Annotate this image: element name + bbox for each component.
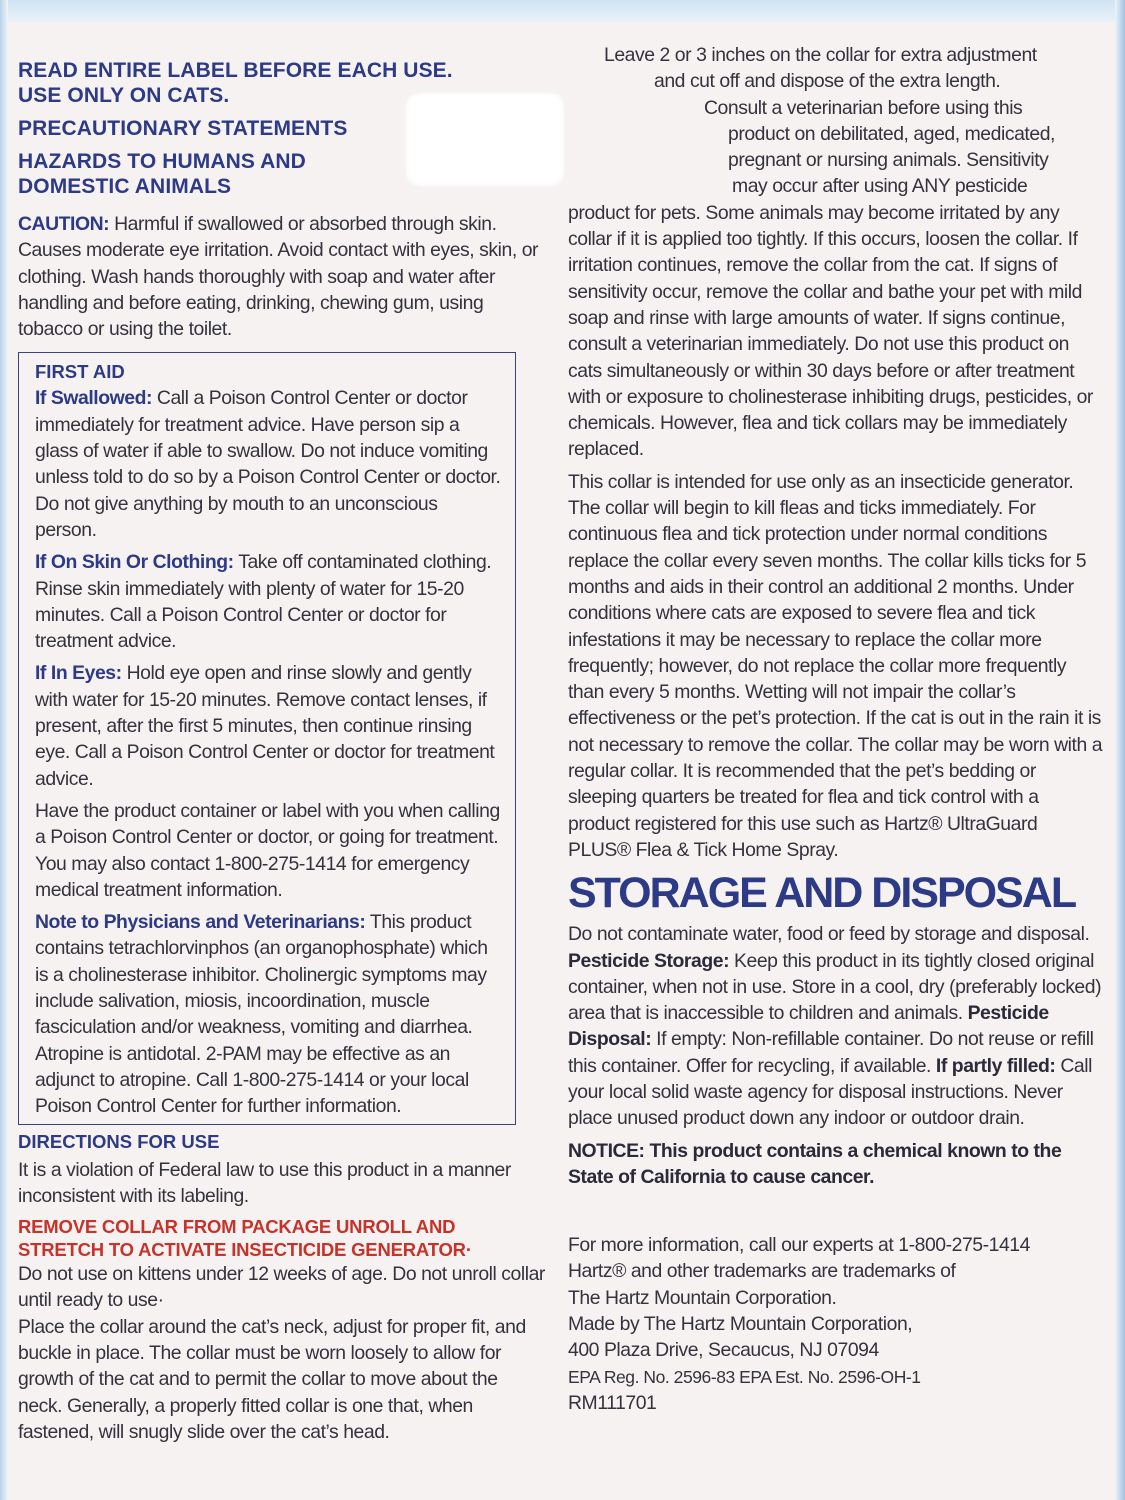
epa-line: EPA Reg. No. 2596-83 EPA Est. No. 2596-OH-1	[568, 1366, 921, 1387]
caution-text: Harmful if swallowed or absorbed through skin. Causes moderate eye irritation. Avoid contact with eyes, skin, or clothing. Wash hands thoroughly with soap and water after handling and before eating, drinking, chewing gum, using tobacco or using the toilet.	[18, 213, 539, 341]
rm-code: RM111701	[568, 1391, 657, 1414]
top-line: pregnant or nursing animals. Sensitivity	[728, 149, 1049, 172]
precautionary-header	[18, 58, 546, 199]
storage-intro: Do not contaminate water, food or feed by storage and disposal.	[568, 923, 1090, 946]
top-line: Consult a veterinarian before using this	[704, 96, 1023, 119]
right-column	[568, 42, 1103, 1416]
pesticide-storage-label: Pesticide Storage:	[568, 949, 730, 972]
partly-filled-text: Call your local solid waste agency for disposal instructions. Never place unused product down any indoor or outdoor drain.	[568, 1054, 1092, 1130]
top-line: may occur after using ANY pesticide	[732, 175, 1028, 198]
activate-notice: REMOVE COLLAR FROM PACKAGE UNROLL AND STRETCH TO ACTIVATE INSECTICIDE GENERATOR·	[18, 1216, 472, 1261]
placement-paragraph: Place the collar around the cat’s neck, adjust for proper fit, and buckle in place. The collar must be worn loosely to allow for growth of the cat and to permit the collar to move about the neck. Generally, a properly fitted collar is one that, when fastened, will snugly slide over the cat’s head.	[18, 1315, 526, 1443]
info-line: Made by The Hartz Mountain Corporation,	[568, 1313, 913, 1336]
info-line: 400 Plaza Drive, Secaucus, NJ 07094	[568, 1339, 879, 1362]
storage-disposal-title: STORAGE AND DISPOSAL	[568, 869, 1076, 918]
if-on-skin-paragraph	[35, 549, 503, 654]
pesticide-storage-text: Keep this product in its tightly closed original container, when not in use. Store in a cool, dry (preferably locked) area that is inaccessible to children and animals.	[568, 949, 1102, 1025]
pesticide-disposal-label: Pesticide Disposal:	[568, 1002, 1049, 1051]
physicians-paragraph	[35, 909, 503, 1119]
if-swallowed-paragraph	[35, 385, 503, 543]
header-line: HAZARDS TO HUMANS AND	[18, 150, 306, 173]
if-in-eyes-label: If In Eyes:	[35, 662, 122, 685]
header-line: USE ONLY ON CATS.	[18, 84, 230, 107]
storage-paragraph	[568, 921, 1103, 1131]
federal-law-paragraph: It is a violation of Federal law to use this product in a manner inconsistent with its labeling.	[18, 1158, 511, 1207]
sensitivity-paragraph: product for pets. Some animals may become irritated by any collar if it is applied too tightly. If this occurs, loosen the collar. If irritation continues, remove the collar from the cat. If signs of sensitivity occur, remove the collar and bathe your pet with mild soap and rinse with large amounts of water. If signs continue, consult a veterinarian immediately. Do not use this product on cats simultaneously or within 30 days before or after treatment with or exposure to cholinesterase inhibiting drugs, pesticides, or chemicals. However, flea and tick collars may be immediately replaced.	[568, 201, 1093, 461]
first-aid-box	[18, 352, 516, 1124]
if-on-skin-label: If On Skin Or Clothing:	[35, 551, 234, 574]
california-notice: NOTICE: This product contains a chemical known to the State of California to cause cancer.	[568, 1139, 1062, 1188]
if-on-skin-text: Take off contaminated clothing. Rinse skin immediately with plenty of water for 15-20 minutes. Call a Poison Control Center or doctor for treatment advice.	[35, 551, 492, 653]
physicians-text: This product contains tetrachlorvinphos (an organophosphate) which is a cholinesterase inhibitor. Cholinergic symptoms may include salivation, miosis, incoordination, muscle fasciculation and/or weakness, vomiting and diarrhea. Atropine is antidotal. 2-PAM may be effective as an adjunct to atropine. Call 1-800-275-1414 or your local Poison Control Center for further information.	[35, 911, 488, 1118]
package-right-edge	[1115, 0, 1125, 1500]
pesticide-disposal-text: If empty: Non-refillable container. Do not reuse or refill this container. Offer for recycling, if available.	[568, 1028, 1094, 1077]
if-swallowed-label: If Swallowed:	[35, 387, 152, 410]
kittens-paragraph: Do not use on kittens under 12 weeks of age. Do not unroll collar until ready to use·	[18, 1263, 545, 1312]
top-line: and cut off and dispose of the extra length.	[654, 70, 1001, 93]
physicians-label: Note to Physicians and Veterinarians:	[35, 911, 366, 934]
caution-paragraph	[18, 211, 546, 342]
info-line: The Hartz Mountain Corporation.	[568, 1286, 837, 1309]
generator-paragraph: This collar is intended for use only as an insecticide generator. The collar will begin to kill fleas and ticks immediately. For continuous flea and tick protection under normal conditions replace the collar every seven months. The collar kills ticks for 5 months and aids in their control an additional 2 months. Under conditions where cats are exposed to severe flea and tick infestations it may be necessary to replace the collar more frequently; however, do not replace the collar more frequently than every 5 months. Wetting will not impair the collar’s effectiveness or the pet’s protection. If the cat is out in the rain it is not necessary to remove the collar. The collar may be worn with a regular collar. It is recommended that the pet’s bedding or sleeping quarters be treated for flea and tick control with a product registered for this use such as Hartz® UltraGuard PLUS® Flea & Tick Home Spray.	[568, 470, 1103, 861]
if-swallowed-text: Call a Poison Control Center or doctor immediately for treatment advice. Have person sip a glass of water if able to swallow. Do not induce vomiting unless told to do so by a Poison Control Center or doctor. Do not give anything by mouth to an unconscious person.	[35, 387, 501, 541]
container-paragraph: Have the product container or label with you when calling a Poison Control Center or doctor, or going for treatment. You may also contact 1-800-275-1414 for emergency medical treatment information.	[35, 799, 500, 901]
header-line: PRECAUTIONARY STATEMENTS	[18, 117, 348, 140]
first-aid-title: FIRST AID	[35, 361, 125, 383]
info-line: For more information, call our experts at 1-800-275-1414	[568, 1234, 1030, 1257]
left-column	[18, 58, 546, 1445]
company-info	[568, 1232, 1103, 1416]
header-line: READ ENTIRE LABEL BEFORE EACH USE.	[18, 59, 453, 82]
header-line: DOMESTIC ANIMALS	[18, 175, 232, 198]
package-left-edge	[0, 0, 8, 1500]
package-top-edge	[0, 0, 1125, 22]
info-line: Hartz® and other trademarks are trademarks of	[568, 1260, 956, 1283]
if-in-eyes-text: Hold eye open and rinse slowly and gently with water for 15-20 minutes. Remove contact lenses, if present, after the first 5 minutes, then continue rinsing eye. Call a Poison Control Center or doctor for treatment advice.	[35, 662, 495, 790]
partly-filled-label: If partly filled:	[935, 1054, 1056, 1077]
top-line: product on debilitated, aged, medicated,	[728, 122, 1055, 145]
directions-title: DIRECTIONS FOR USE	[18, 1130, 220, 1152]
caution-label: CAUTION:	[18, 213, 110, 235]
if-in-eyes-paragraph	[35, 660, 503, 791]
top-line: Leave 2 or 3 inches on the collar for extra adjustment	[604, 44, 1037, 66]
